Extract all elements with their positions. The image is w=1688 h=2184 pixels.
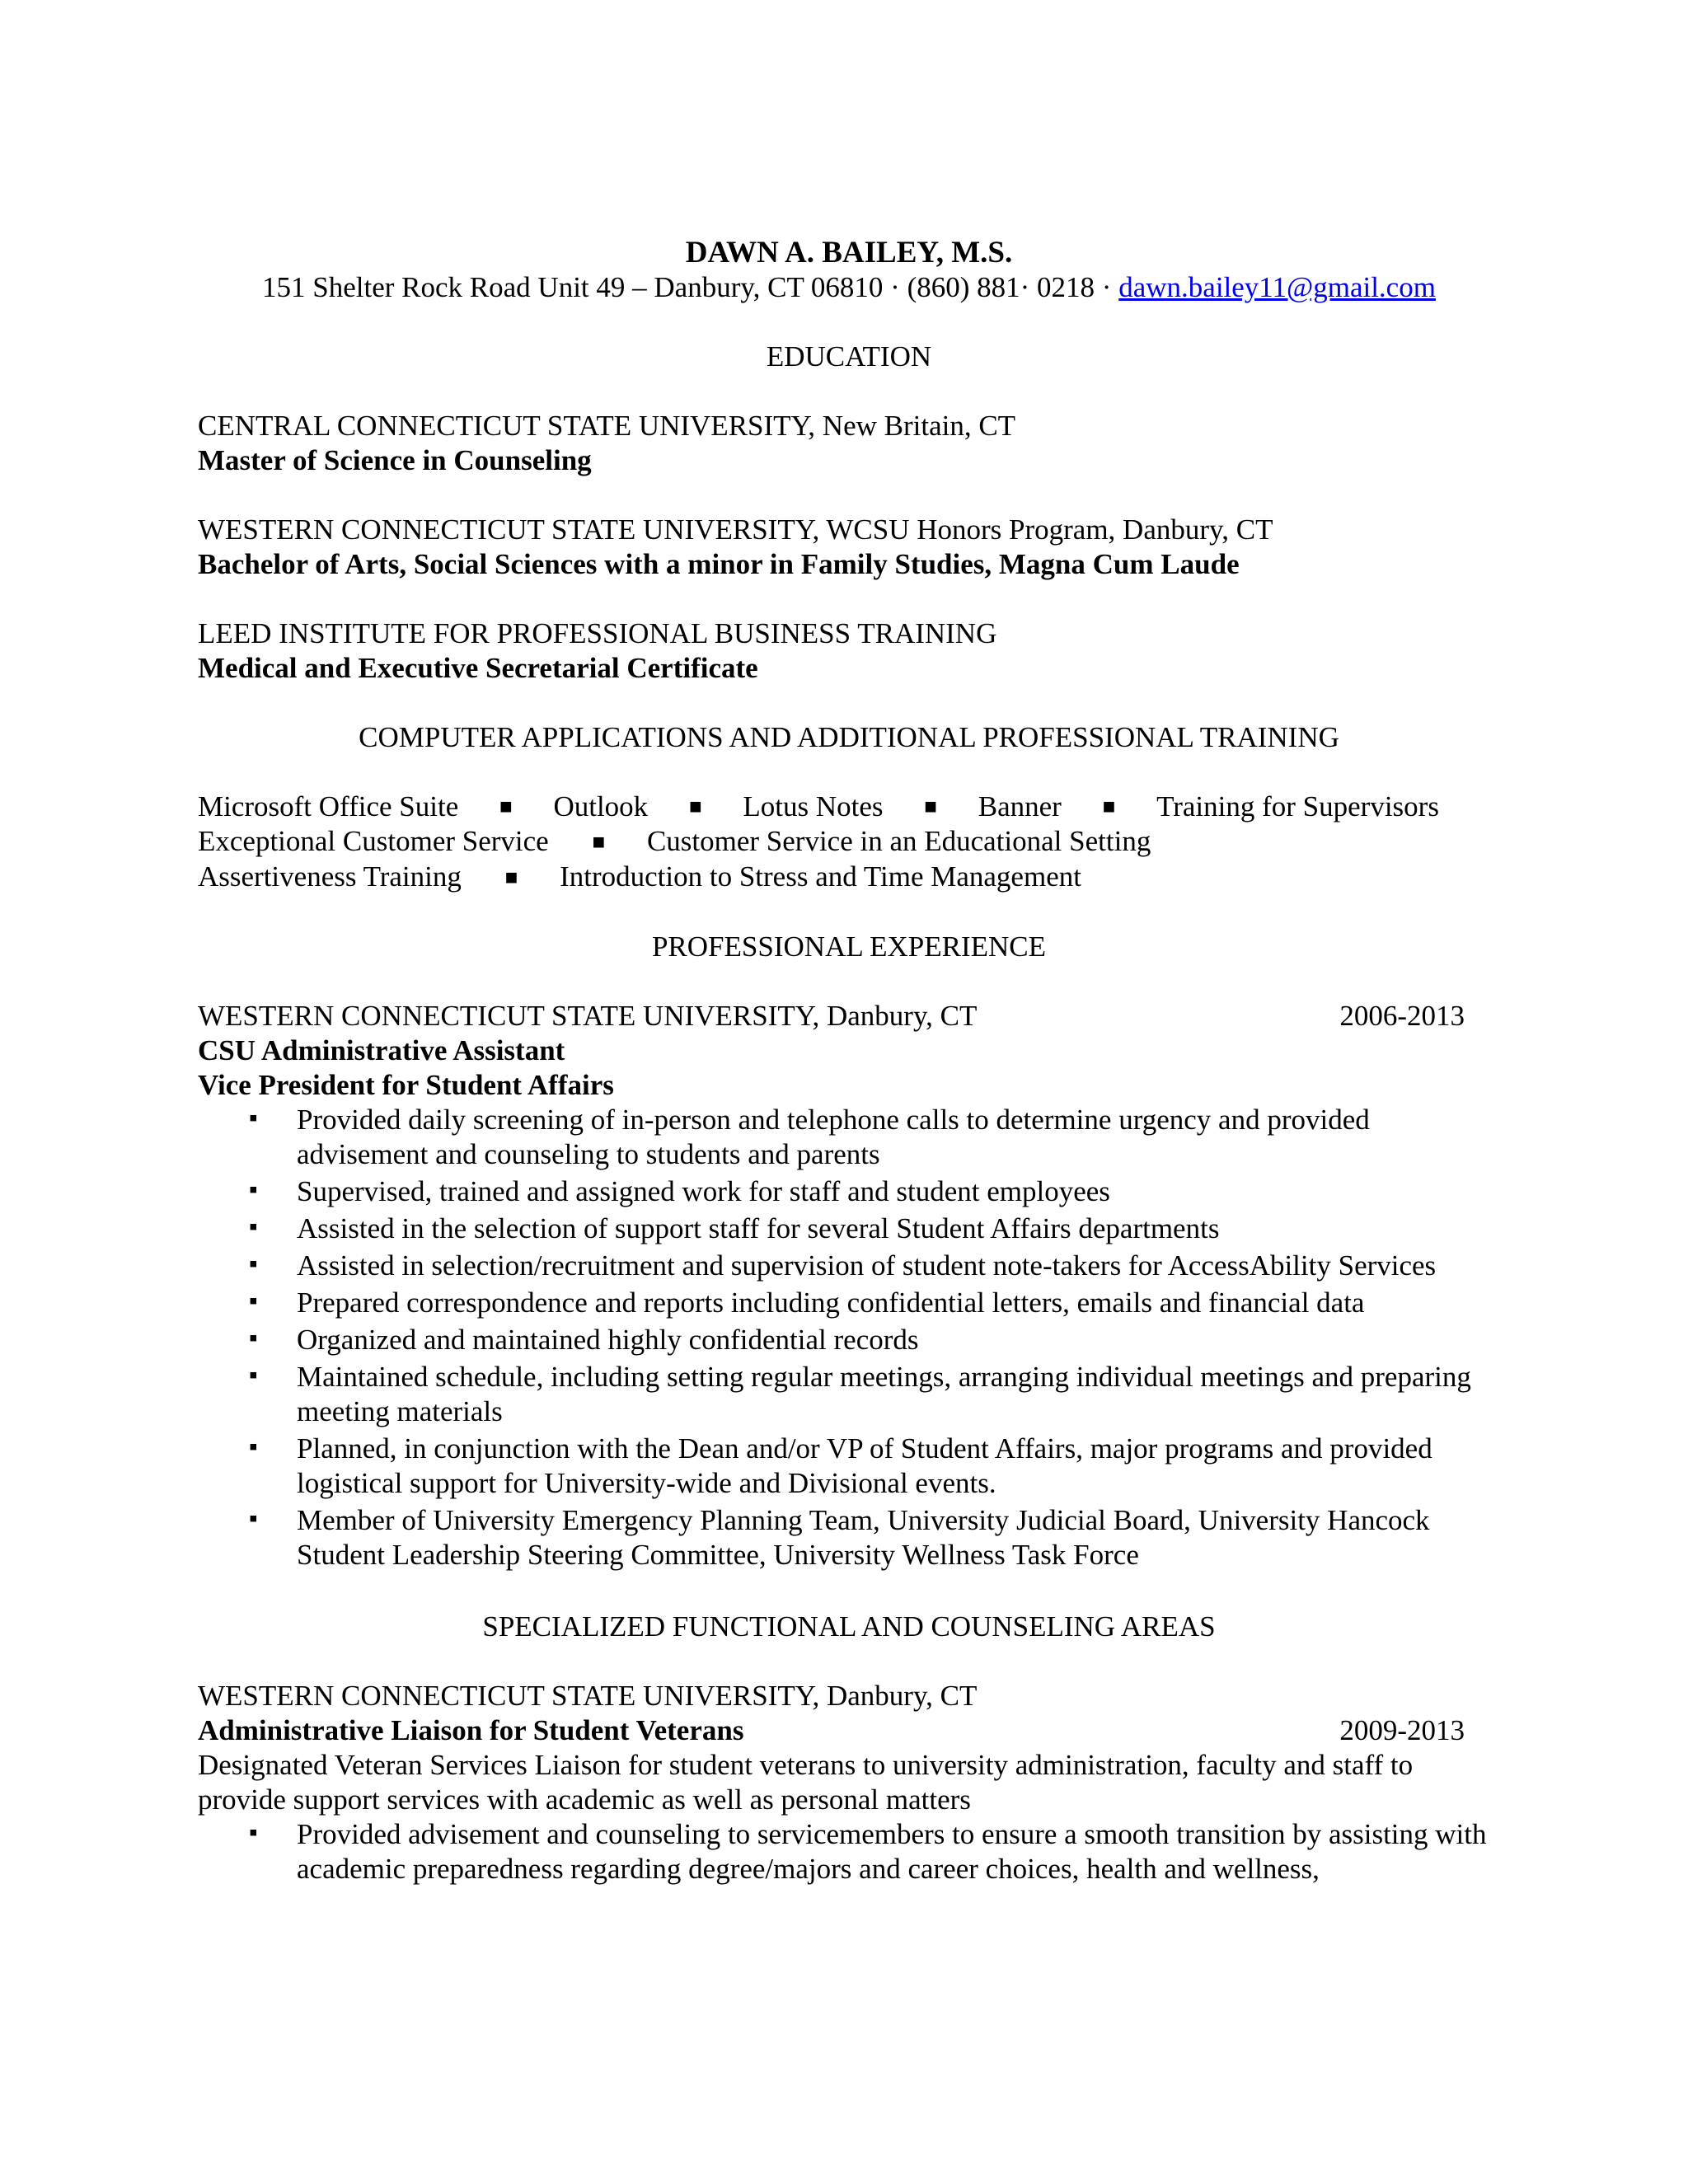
specialized-heading: SPECIALIZED FUNCTIONAL AND COUNSELING AREAS <box>482 1610 1216 1643</box>
skills-row <box>198 860 1500 895</box>
email-link[interactable]: dawn.bailey11@gmail.com <box>1118 271 1436 303</box>
skill-item: Introduction to Stress and Time Management <box>560 860 1081 893</box>
skills-row <box>198 824 1500 860</box>
specialized-bullets <box>198 1817 1500 1886</box>
address-phone: 151 Shelter Rock Road Unit 49 – Danbury, CT 06810 · (860) 881· 0218 · <box>262 271 1119 303</box>
separator-icon: ■ <box>504 865 518 889</box>
skill-item: Customer Service in an Educational Setting <box>646 825 1151 857</box>
skill-item: Microsoft Office Suite <box>198 790 459 823</box>
training-heading: COMPUTER APPLICATIONS AND ADDITIONAL PROFESSIONAL TRAINING <box>359 721 1339 753</box>
list-item: ▪ Supervised, trained and assigned work for staff and student employees <box>297 1174 1500 1209</box>
experience-dates: 2006-2013 <box>1339 1000 1465 1032</box>
list-item: ▪ Provided advisement and counseling to servicemembers to ensure a smooth transition by assisting with academic preparedness regarding degree/majors and career choices, health and wellness, <box>297 1817 1500 1886</box>
skill-item: Outlook <box>553 790 649 823</box>
education-entry <box>198 616 1500 686</box>
list-item: ▪ Prepared correspondence and reports including confidential letters, emails and financial data <box>297 1286 1500 1320</box>
separator-icon: ■ <box>499 794 513 818</box>
list-item: ▪ Planned, in conjunction with the Dean and/or VP of Student Affairs, major programs and provided logistical support for University-wide and Divisional events. <box>297 1432 1500 1501</box>
education-entry <box>198 409 1500 478</box>
skill-item: Lotus Notes <box>743 790 884 823</box>
specialized-title-row <box>198 1713 1500 1748</box>
education-institution: LEED INSTITUTE FOR PROFESSIONAL BUSINESS TRAINING <box>198 617 997 649</box>
list-item: ▪ Organized and maintained highly confidential records <box>297 1323 1500 1357</box>
experience-bullets <box>198 1103 1500 1572</box>
experience-heading: PROFESSIONAL EXPERIENCE <box>651 930 1047 963</box>
list-item: ▪ Assisted in selection/recruitment and supervision of student note-takers for AccessAbility Services <box>297 1249 1500 1283</box>
resume-content <box>198 236 1500 1889</box>
list-item: ▪ Maintained schedule, including setting regular meetings, arranging individual meetings and preparing meeting materials <box>297 1360 1500 1429</box>
education-degree: Medical and Executive Secretarial Certificate <box>198 652 758 684</box>
education-institution: WESTERN CONNECTICUT STATE UNIVERSITY, WCSU Honors Program, Danbury, CT <box>198 513 1273 546</box>
education-institution: CENTRAL CONNECTICUT STATE UNIVERSITY, New Britain, CT <box>198 410 1016 442</box>
separator-icon: ■ <box>688 794 702 818</box>
list-item: ▪ Provided daily screening of in-person and telephone calls to determine urgency and provided advisement and counseling to students and parents <box>297 1103 1500 1172</box>
separator-icon: ■ <box>592 830 606 854</box>
skill-item: Assertiveness Training <box>198 860 462 893</box>
experience-subtitle: Vice President for Student Affairs <box>198 1069 614 1101</box>
experience-title: CSU Administrative Assistant <box>198 1034 565 1066</box>
specialized-description: Designated Veteran Services Liaison for student veterans to university administration, faculty and staff to provide support services with academic as well as personal matters <box>198 1749 1414 1816</box>
education-entry <box>198 513 1500 582</box>
experience-employer: WESTERN CONNECTICUT STATE UNIVERSITY, Danbury, CT <box>198 1000 978 1032</box>
skill-item: Banner <box>978 790 1062 823</box>
skills-row <box>198 790 1439 824</box>
education-degree: Master of Science in Counseling <box>198 444 592 476</box>
contact-line <box>198 270 1500 305</box>
separator-icon: ■ <box>1102 794 1116 818</box>
experience-employer-row <box>198 999 1500 1033</box>
list-item: ▪ Assisted in the selection of support staff for several Student Affairs departments <box>297 1212 1500 1246</box>
specialized-title: Administrative Liaison for Student Veterans <box>198 1714 744 1746</box>
list-item: ▪ Member of University Emergency Planning Team, University Judicial Board, University Hancock Student Leadership Steering Committee, University Wellness Task Force <box>297 1503 1500 1572</box>
resume-name: DAWN A. BAILEY, M.S. <box>685 236 1013 269</box>
education-heading: EDUCATION <box>766 340 932 373</box>
specialized-employer: WESTERN CONNECTICUT STATE UNIVERSITY, Danbury, CT <box>198 1680 978 1712</box>
skill-item: Exceptional Customer Service <box>198 825 549 857</box>
separator-icon: ■ <box>924 794 938 818</box>
skill-item: Training for Supervisors <box>1156 790 1439 823</box>
specialized-dates: 2009-2013 <box>1339 1714 1465 1746</box>
education-degree: Bachelor of Arts, Social Sciences with a minor in Family Studies, Magna Cum Laude <box>198 548 1240 580</box>
